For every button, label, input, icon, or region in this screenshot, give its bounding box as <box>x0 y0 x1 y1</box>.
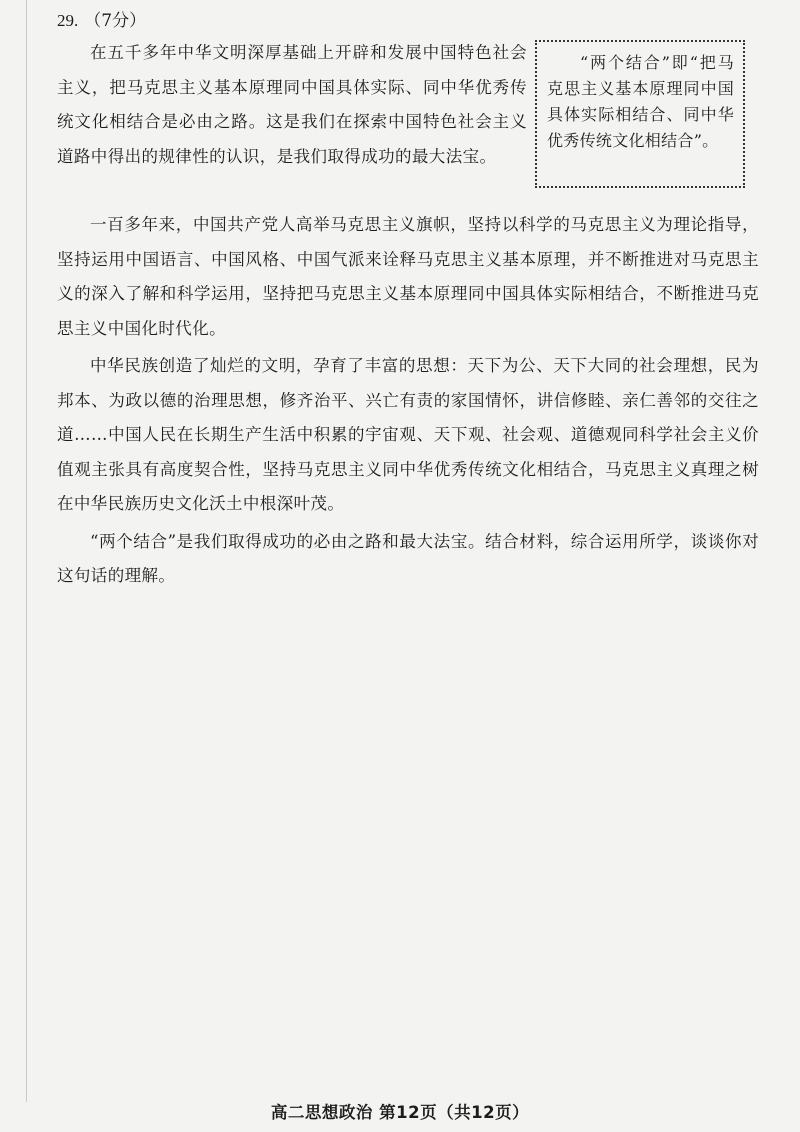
question-points: （7分） <box>84 11 147 31</box>
paragraph-1: 一百多年来，中国共产党人高举马克思主义旗帜，坚持以科学的马克思主义为理论指导，坚持运用中国语言、中国风格、中国气派来诠释马克思主义基本原理，并不断推进对马克思主义的深入了解和科学运用，坚持把马克思主义基本原理同中国具体实际相结合，不断推进马克思主义中国化时代化。 <box>57 215 759 338</box>
left-margin-rule <box>26 0 27 1102</box>
paragraph-2: 中华民族创造了灿烂的文明，孕育了丰富的思想：天下为公、天下大同的社会理想，民为邦本、为政以德的治理思想，修齐治平、兴亡有责的家国情怀，讲信修睦、亲仁善邻的交往之道……中国人民在长期生产生活中积累的宇宙观、天下观、社会观、道德观同科学社会主义价值观主张具有高度契合性，坚持马克思主义同中华优秀传统文化相结合，马克思主义真理之树在中华民族历史文化沃土中根深叶茂。 <box>57 356 759 513</box>
page-footer: 高二思想政治 第12页（共12页） <box>270 1103 530 1122</box>
intro-paragraph: 在五千多年中华文明深厚基础上开辟和发展中国特色社会主义，把马克思主义基本原理同中国具体实际、同中华优秀传统文化相结合是必由之路。这是我们在探索中国特色社会主义道路中得出的规律性的认识，是我们取得成功的最大法宝。 <box>57 43 527 166</box>
body-paragraphs <box>57 208 759 597</box>
question-number: 29. <box>57 11 79 30</box>
question-header <box>57 10 146 32</box>
question-prompt: “两个结合”是我们取得成功的必由之路和最大法宝。结合材料，综合运用所学，谈谈你对这句话的理解。 <box>57 531 759 585</box>
note-box: “两个结合”即“把马克思主义基本原理同中国具体实际相结合、同中华优秀传统文化相结合”。 <box>535 40 745 188</box>
